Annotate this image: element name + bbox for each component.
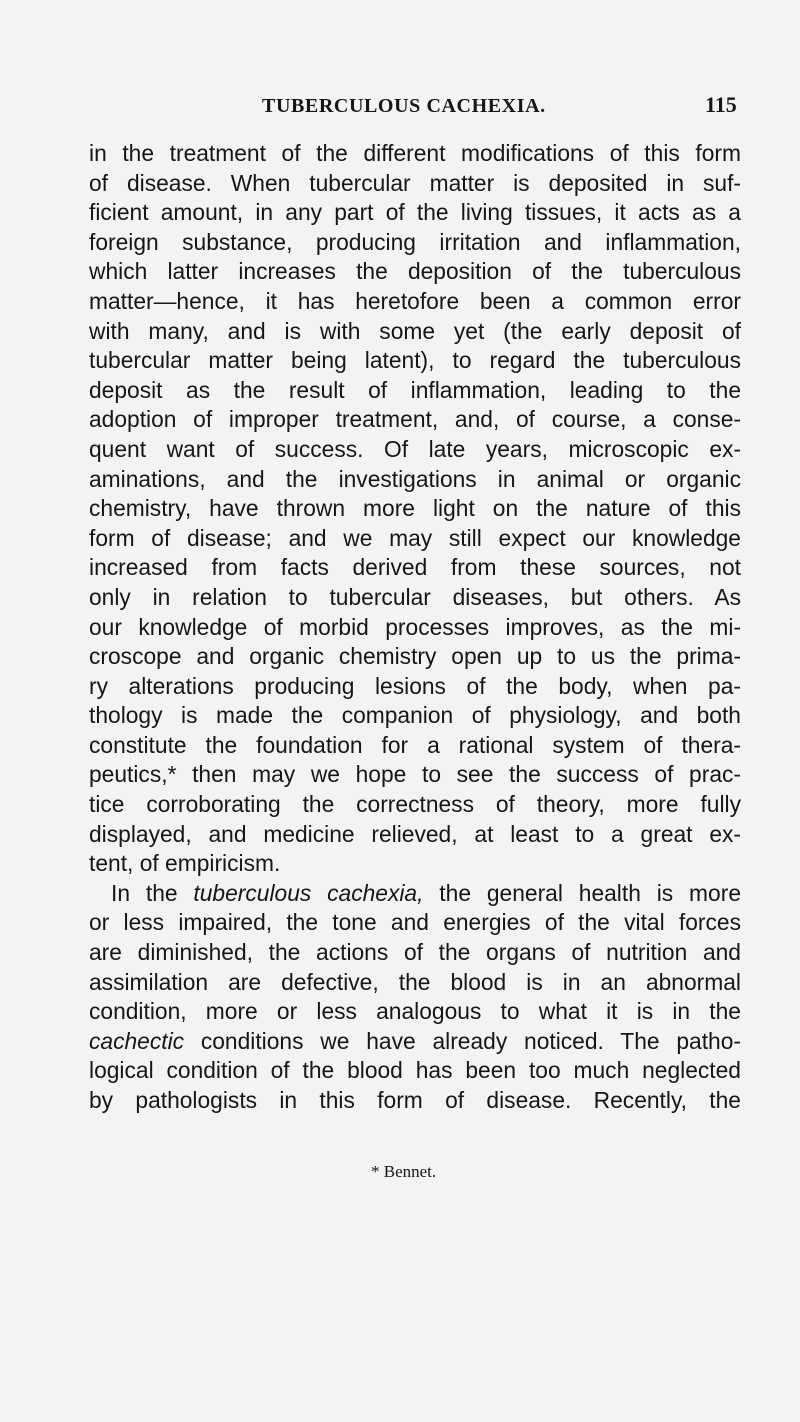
text-line: assimilation are defective, the blood is in an abnormal — [89, 968, 741, 995]
text-line: tice corroborating the correctness of theory, more fully — [89, 791, 741, 818]
text-line: or less impaired, the tone and energies of the vital forces — [89, 909, 741, 936]
text-line: matter—hence, it has heretofore been a common error — [89, 287, 741, 314]
running-title: TUBERCULOUS CACHEXIA. — [262, 95, 546, 117]
text-line: displayed, and medicine relieved, at least to a great ex- — [89, 820, 741, 847]
text-line: tent, of empiricism. — [89, 850, 281, 877]
text-span: In the — [111, 879, 194, 906]
text-line: aminations, and the investigations in animal or organic — [89, 465, 741, 492]
text-line: by pathologists in this form of disease. Recently, the — [89, 1087, 741, 1113]
text-line: quent want of success. Of late years, microscopic ex- — [89, 435, 741, 462]
text-line: in the treatment of the different modifications of this form — [89, 140, 741, 166]
text-line: peutics,* then may we hope to see the success of prac- — [89, 761, 741, 788]
text-line-with-italic — [89, 1027, 741, 1057]
text-span: conditions we have already noticed. The patho- — [184, 1027, 741, 1054]
text-line: of disease. When tubercular matter is deposited in suf- — [89, 169, 741, 196]
text-line: adoption of improper treatment, and, of course, a conse- — [89, 406, 741, 433]
italic-term: tuberculous cachexia, — [193, 879, 424, 906]
text-line: our knowledge of morbid processes improves, as the mi- — [89, 613, 741, 640]
text-line: logical condition of the blood has been too much neglected — [89, 1057, 741, 1084]
text-line: thology is made the companion of physiology, and both — [89, 702, 741, 729]
text-line: form of disease; and we may still expect our knowledge — [89, 524, 741, 551]
text-line: are diminished, the actions of the organs of nutrition and — [89, 939, 741, 966]
text-span: the general health is more — [423, 879, 741, 906]
text-line: croscope and organic chemistry open up to us the prima- — [89, 643, 741, 670]
text-line: chemistry, have thrown more light on the nature of this — [89, 495, 741, 522]
text-line: with many, and is with some yet (the early deposit of — [89, 317, 741, 344]
page-number: 115 — [705, 92, 737, 117]
text-line: only in relation to tubercular diseases, but others. As — [89, 583, 741, 610]
text-line: deposit as the result of inflammation, leading to the — [89, 376, 741, 403]
text-line: foreign substance, producing irritation and inflammation, — [89, 228, 741, 255]
body-text — [89, 139, 741, 1116]
paragraph-start-line — [89, 879, 741, 909]
text-line: increased from facts derived from these sources, not — [89, 554, 741, 581]
text-line: condition, more or less analogous to what it is in the — [89, 998, 741, 1025]
footnote: * Bennet. — [371, 1162, 437, 1181]
italic-term: cachectic — [89, 1027, 185, 1054]
text-line: tubercular matter being latent), to regard the tuberculous — [89, 347, 741, 374]
text-line: constitute the foundation for a rational system of thera- — [89, 731, 741, 758]
text-line: which latter increases the deposition of the tuberculous — [89, 258, 741, 285]
text-line: ficient amount, in any part of the living tissues, it acts as a — [89, 199, 741, 226]
text-line: ry alterations producing lesions of the body, when pa- — [89, 672, 741, 699]
